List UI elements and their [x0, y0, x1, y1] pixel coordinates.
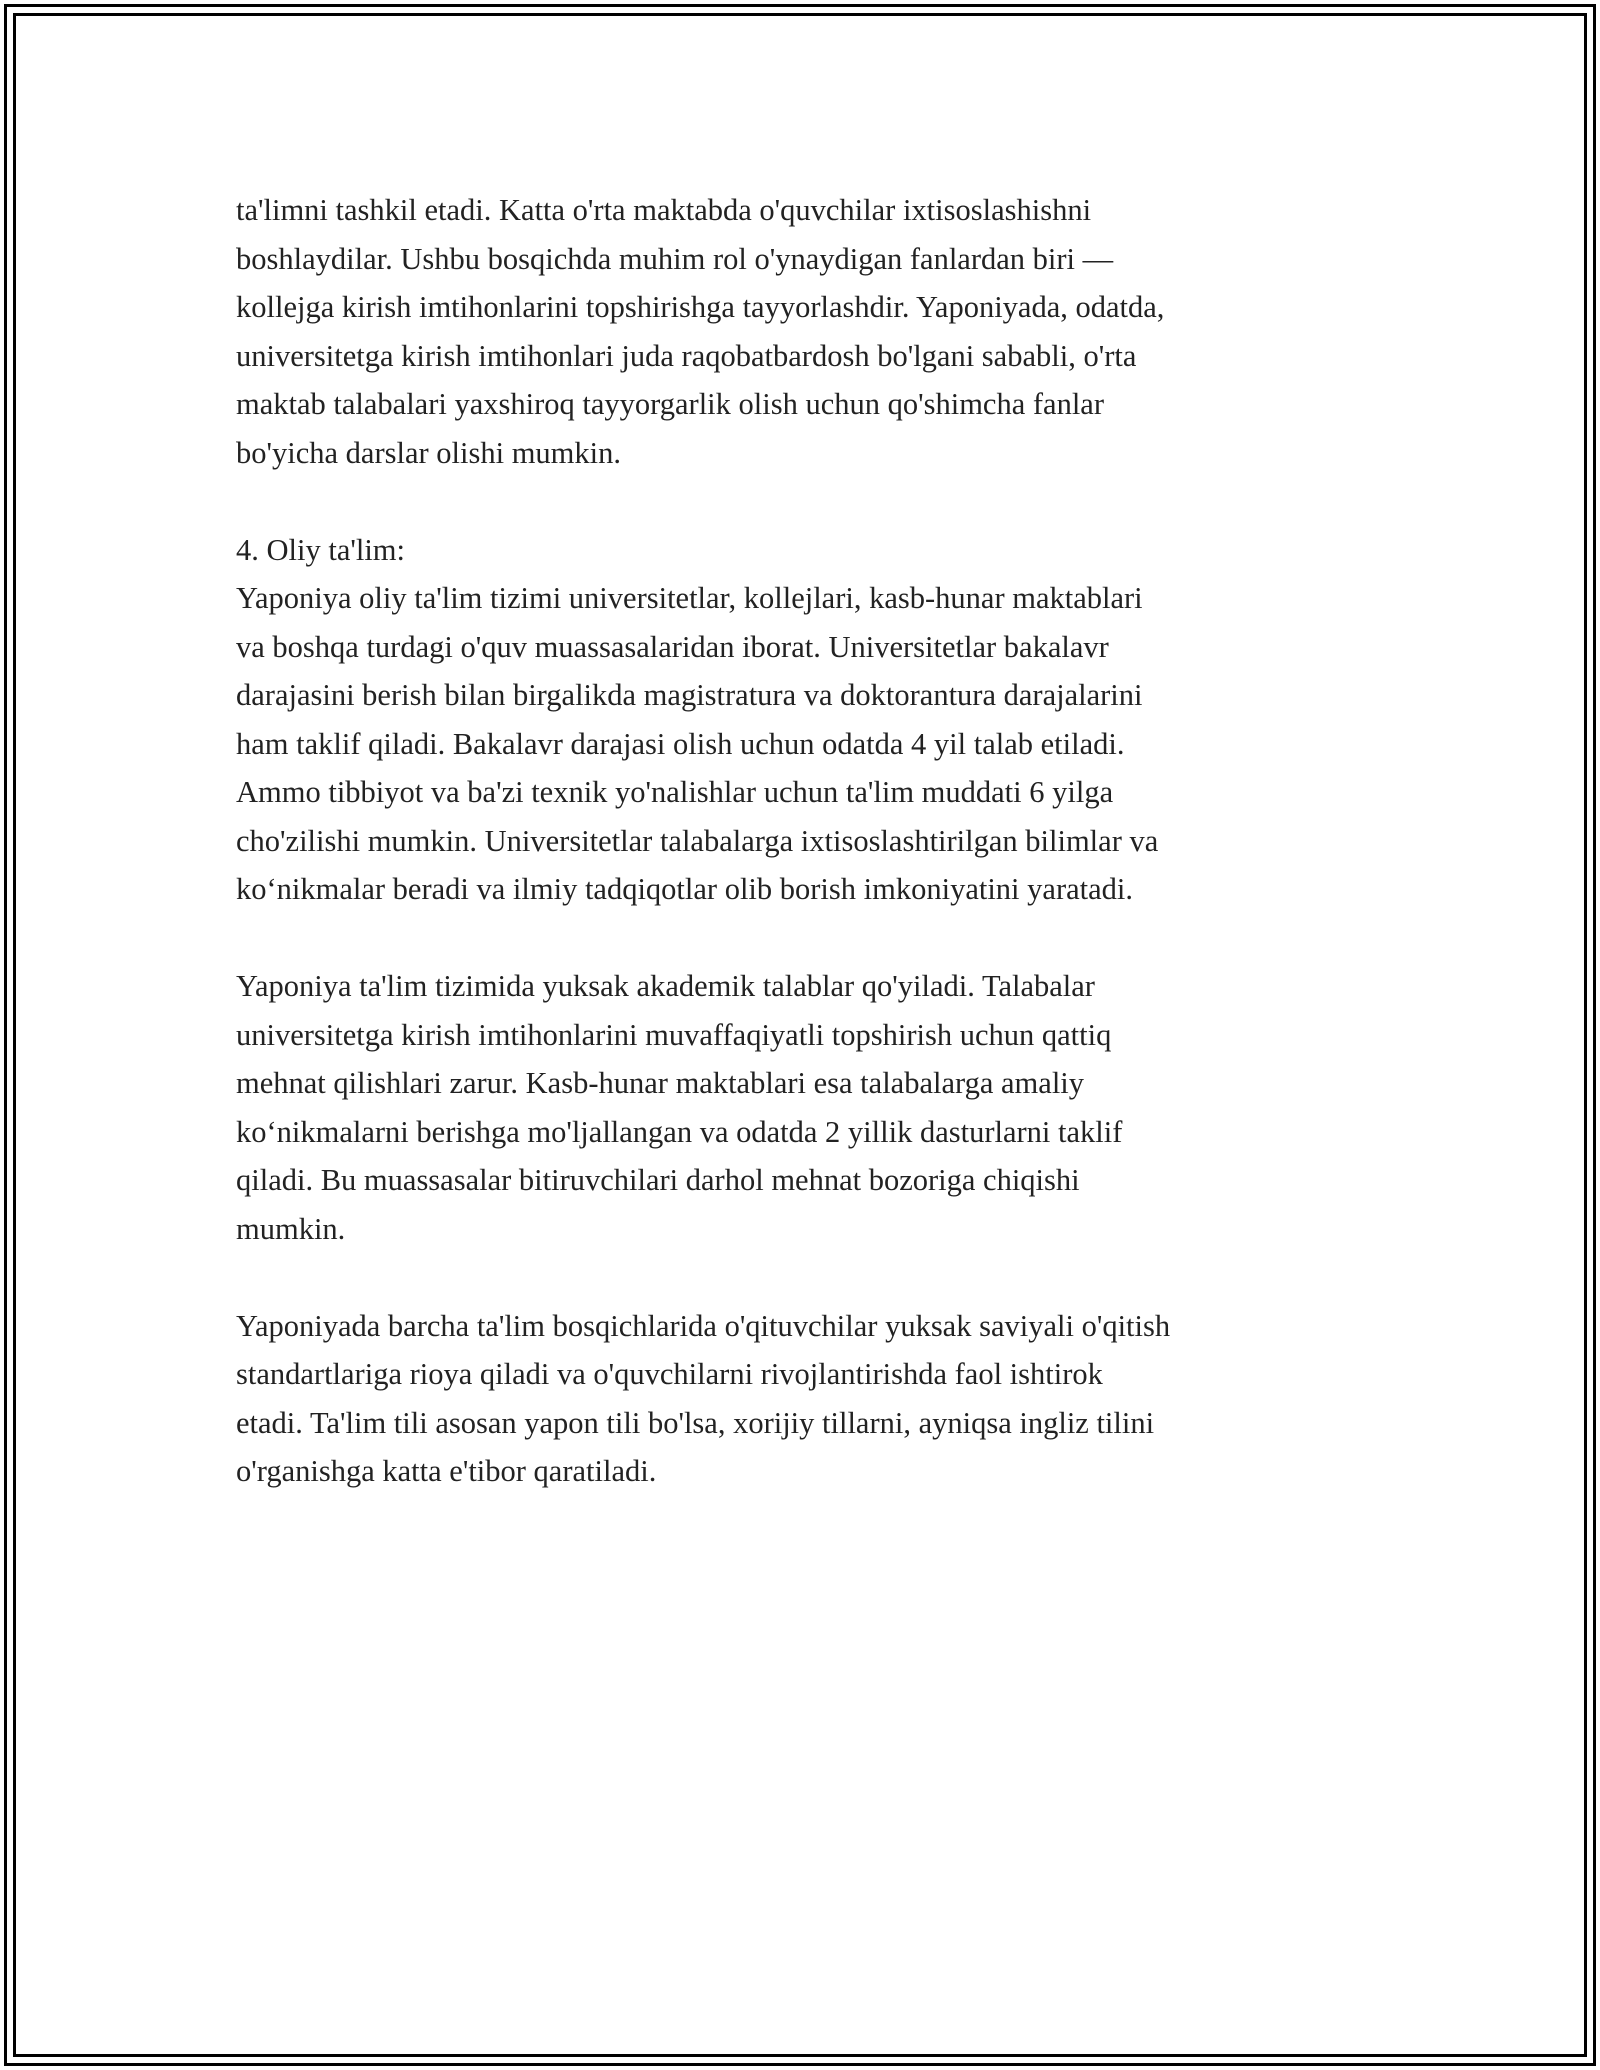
- text-line: darajasini berish bilan birgalikda magistratura va doktorantura darajalarini: [236, 678, 1143, 712]
- text-line: Yaponiya oliy ta'lim tizimi universitetlar, kollejlari, kasb-hunar maktablari: [236, 581, 1143, 615]
- text-line: standartlariga rioya qiladi va o'quvchilarni rivojlantirishda faol ishtirok: [236, 1357, 1103, 1391]
- text-line: mumkin.: [236, 1211, 346, 1246]
- text-line: cho'zilishi mumkin. Universitetlar talabalarga ixtisoslashtirilgan bilimlar va: [236, 823, 1159, 858]
- paragraph-teaching-standards: [236, 1302, 1396, 1496]
- paragraph-secondary-school: [236, 186, 1396, 477]
- text-line: bo'yicha darslar olishi mumkin.: [236, 435, 621, 470]
- text-line: Ammo tibbiyot va ba'zi texnik yo'nalishlar uchun ta'lim muddati 6 yilga: [236, 775, 1114, 809]
- text-line: Yaponiya ta'lim tizimida yuksak akademik talablar qo'yiladi. Talabalar: [236, 969, 1095, 1003]
- text-line: o'rganishga katta e'tibor qaratiladi.: [236, 1454, 657, 1488]
- text-line: qiladi. Bu muassasalar bitiruvchilari darhol mehnat bozoriga chiqishi: [236, 1163, 1080, 1197]
- text-line: ko‘nikmalar beradi va ilmiy tadqiqotlar olib borish imkoniyatini yaratadi.: [236, 872, 1133, 906]
- text-line: boshlaydilar. Ushbu bosqichda muhim rol o'ynaydigan fanlardan biri —: [236, 241, 1114, 276]
- text-line: universitetga kirish imtihonlarini muvaffaqiyatli topshirish uchun qattiq: [236, 1017, 1112, 1052]
- text-line: ko‘nikmalarni berishga mo'ljallangan va odatda 2 yillik dasturlarni taklif: [236, 1114, 1123, 1149]
- text-line: etadi. Ta'lim tili asosan yapon tili bo'lsa, xorijiy tillarni, ayniqsa ingliz tilini: [236, 1405, 1155, 1440]
- paragraph-academic-requirements: [236, 962, 1396, 1253]
- text-line: ham taklif qiladi. Bakalavr darajasi olish uchun odatda 4 yil talab etiladi.: [236, 726, 1125, 761]
- text-line: ta'limni tashkil etadi. Katta o'rta maktabda o'quvchilar ixtisoslashishni: [236, 193, 1092, 227]
- section-heading: 4. Oliy ta'lim:: [236, 532, 406, 567]
- text-line: mehnat qilishlari zarur. Kasb-hunar maktablari esa talabalarga amaliy: [236, 1066, 1085, 1100]
- text-line: va boshqa turdagi o'quv muassasalaridan iborat. Universitetlar bakalavr: [236, 629, 1109, 664]
- text-line: Yaponiyada barcha ta'lim bosqichlarida o'qituvchilar yuksak saviyali o'qitish: [236, 1308, 1171, 1343]
- paragraph-higher-education: [236, 526, 1396, 914]
- document-body: [236, 186, 1396, 1496]
- text-line: kollejga kirish imtihonlarini topshirishga tayyorlashdir. Yaponiyada, odatda,: [236, 290, 1165, 324]
- text-line: maktab talabalari yaxshiroq tayyorgarlik olish uchun qo'shimcha fanlar: [236, 387, 1104, 421]
- text-line: universitetga kirish imtihonlari juda raqobatbardosh bo'lgani sababli, o'rta: [236, 338, 1137, 373]
